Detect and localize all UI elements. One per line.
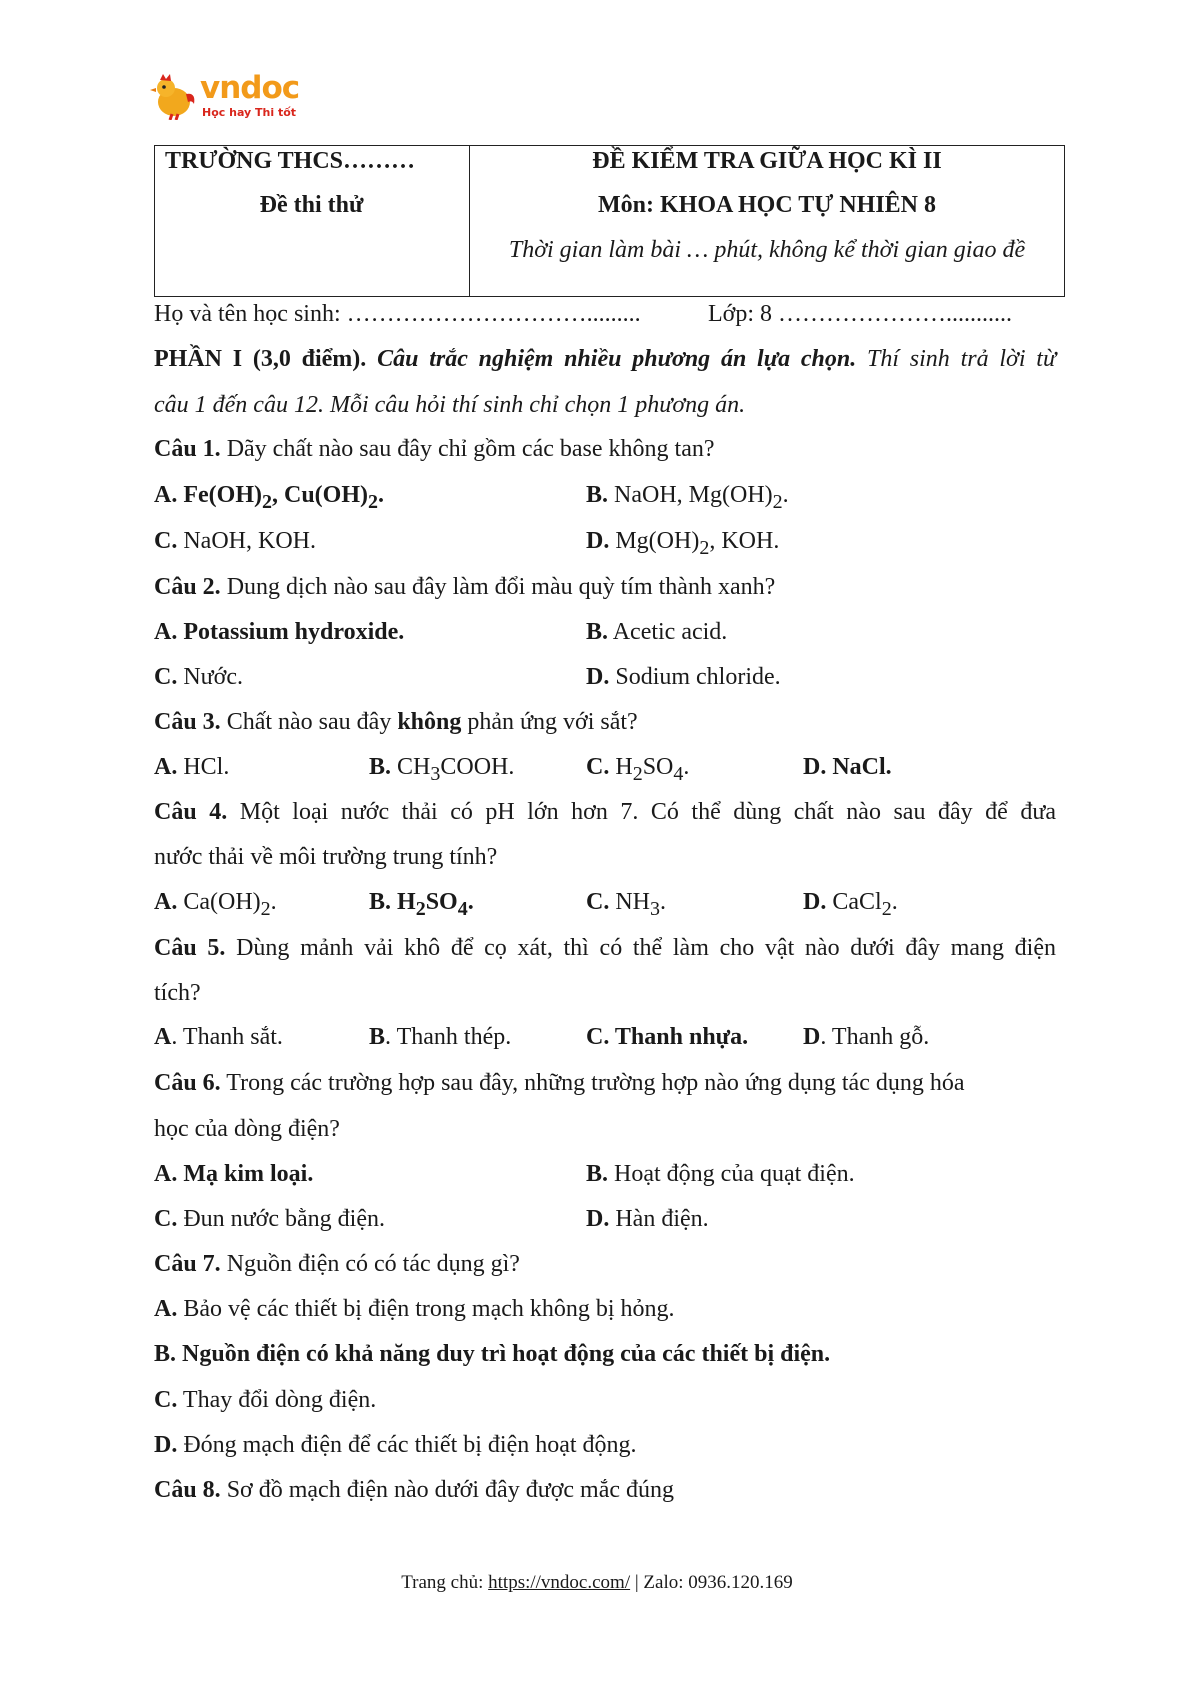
exam-title: ĐỀ KIỂM TRA GIỮA HỌC KÌ II <box>592 148 942 174</box>
exam-header-table <box>154 145 1065 297</box>
q5-option-d[interactable] <box>803 1022 929 1052</box>
q6-b-key: B. <box>586 1161 609 1187</box>
q3-option-a[interactable] <box>154 752 229 782</box>
q3-a-key: A. <box>154 754 178 780</box>
q4-option-c[interactable] <box>586 887 666 924</box>
q4-d-part1: CaCl <box>832 889 882 915</box>
question-6 <box>154 1068 965 1098</box>
q2-option-d[interactable] <box>586 662 781 692</box>
q6-d-key: D. <box>586 1206 610 1232</box>
q2-text: Dung dịch nào sau đây làm đổi màu quỳ tím thành xanh? <box>226 574 776 600</box>
q4-c-sub1: 3 <box>650 897 661 920</box>
q1-option-d[interactable] <box>586 526 779 563</box>
q3-text-c: phản ứng với sắt? <box>467 709 638 735</box>
q6-a-key: A. <box>154 1161 178 1187</box>
q3-c-sub1: 2 <box>632 762 643 785</box>
exam-type: Đề thi thử <box>259 192 364 218</box>
q2-option-c[interactable] <box>154 662 243 692</box>
q3-b-sub1: 3 <box>430 762 441 785</box>
q8-label: Câu 8. <box>154 1477 221 1503</box>
question-8 <box>154 1475 674 1505</box>
q5-b-text: . Thanh thép. <box>385 1024 512 1050</box>
q5-d-text: . Thanh gỗ. <box>820 1024 930 1050</box>
q3-d-text: NaCl. <box>832 754 892 780</box>
q7-b-text: Nguồn điện có khả năng duy trì hoạt động của các thiết bị điện. <box>182 1341 831 1367</box>
q4-a-part2: . <box>270 889 277 915</box>
q2-label: Câu 2. <box>154 574 221 600</box>
q5-label: Câu 5. <box>154 935 226 961</box>
q3-c-part1: H <box>615 754 633 780</box>
q4-option-b[interactable] <box>369 887 474 924</box>
q4-c-part1: NH <box>615 889 651 915</box>
q1-d-sub1: 2 <box>699 536 710 559</box>
q6-c-text: Đun nước bằng điện. <box>183 1206 385 1232</box>
question-5 <box>154 933 1056 963</box>
q3-label: Câu 3. <box>154 709 221 735</box>
q3-c-key: C. <box>586 754 610 780</box>
q1-label: Câu 1. <box>154 436 221 462</box>
header-right-cell <box>470 146 1064 296</box>
q5-b-key: B <box>369 1024 386 1050</box>
part1-instruction-a: Thí sinh trả lời từ <box>867 346 1057 372</box>
q4-a-part1: Ca(OH) <box>183 889 261 915</box>
homepage-link[interactable]: https://vndoc.com/ <box>488 1572 631 1593</box>
rooster-mascot-icon <box>148 74 198 120</box>
part1-heading <box>154 344 1056 374</box>
q1-a-sub2: 2 <box>367 490 378 513</box>
q5-d-key: D <box>803 1024 821 1050</box>
q7-c-text: Thay đổi dòng điện. <box>182 1387 377 1413</box>
q4-d-key: D. <box>803 889 827 915</box>
q5-text-b: tích? <box>154 980 201 1006</box>
q7-option-b[interactable] <box>154 1339 830 1369</box>
q3-text-emphasis: không <box>397 709 462 735</box>
q8-text: Sơ đồ mạch điện nào dưới đây được mắc đúng <box>226 1477 675 1503</box>
q3-d-key: D. <box>803 754 827 780</box>
q3-option-c[interactable] <box>586 752 689 789</box>
q4-c-part2: . <box>660 889 667 915</box>
q1-d-key: D. <box>586 528 610 554</box>
q6-option-a[interactable] <box>154 1159 313 1189</box>
q4-text-b: nước thải về môi trường trung tính? <box>154 844 498 870</box>
q7-a-text: Bảo vệ các thiết bị điện trong mạch không bị hỏng. <box>183 1296 675 1322</box>
q5-option-a[interactable] <box>154 1022 283 1052</box>
q1-b-part1: NaOH, Mg(OH) <box>614 482 773 508</box>
question-4 <box>154 797 1056 827</box>
q1-option-c[interactable] <box>154 526 316 556</box>
q3-text-a: Chất nào sau đây <box>226 709 392 735</box>
q7-d-key: D. <box>154 1432 178 1458</box>
q4-a-sub1: 2 <box>260 897 271 920</box>
q7-a-key: A. <box>154 1296 178 1322</box>
question-3 <box>154 707 638 737</box>
q5-c-text: Thanh nhựa. <box>614 1024 749 1050</box>
q6-option-b[interactable] <box>586 1159 855 1189</box>
logo-tagline: Học hay Thi tốt <box>202 106 297 119</box>
q3-option-d[interactable] <box>803 752 892 782</box>
q1-a-part3: . <box>377 482 384 508</box>
q3-b-part1: CH <box>397 754 431 780</box>
q6-option-d[interactable] <box>586 1204 709 1234</box>
q3-c-part3: . <box>683 754 690 780</box>
q4-d-sub1: 2 <box>881 897 892 920</box>
q3-c-part2: SO <box>642 754 674 780</box>
q2-d-text: Sodium chloride. <box>615 664 781 690</box>
q4-option-a[interactable] <box>154 887 277 924</box>
q6-option-c[interactable] <box>154 1204 385 1234</box>
q2-b-key: B. <box>586 619 609 645</box>
q4-text-a: Một loại nước thải có pH lớn hơn 7. Có thể dùng chất nào sau đây để đưa <box>239 799 1057 825</box>
part1-subtitle: Câu trắc nghiệm nhiều phương án lựa chọn. <box>377 346 857 372</box>
q1-c-key: C. <box>154 528 178 554</box>
student-name-field: Họ và tên học sinh: …………………………......... <box>154 301 641 327</box>
q4-b-key: B. <box>369 889 392 915</box>
q4-d-part2: . <box>891 889 898 915</box>
q1-text: Dãy chất nào sau đây chỉ gồm các base không tan? <box>226 436 715 462</box>
q7-d-text: Đóng mạch điện để các thiết bị điện hoạt động. <box>183 1432 637 1458</box>
q4-option-d[interactable] <box>803 887 898 924</box>
q1-a-key: A. <box>154 482 178 508</box>
q7-option-d[interactable] <box>154 1430 637 1460</box>
q5-option-b[interactable] <box>369 1022 511 1052</box>
exam-time-note: Thời gian làm bài … phút, không kể thời gian giao đề <box>508 237 1026 263</box>
q3-option-b[interactable] <box>369 752 514 789</box>
q1-c-text: NaOH, KOH. <box>183 528 316 554</box>
exam-subject: Môn: KHOA HỌC TỰ NHIÊN 8 <box>597 192 937 218</box>
q4-b-sub1: 2 <box>415 897 426 920</box>
q2-option-b[interactable] <box>586 617 727 647</box>
q4-label: Câu 4. <box>154 799 228 825</box>
q5-c-key: C. <box>586 1024 610 1050</box>
q2-d-key: D. <box>586 664 610 690</box>
q4-b-sub2: 4 <box>457 897 468 920</box>
q1-option-a[interactable] <box>154 480 384 517</box>
q4-b-part2: SO <box>425 889 458 915</box>
question-2 <box>154 572 775 602</box>
q2-b-text: Acetic acid. <box>612 619 728 645</box>
vndoc-logo <box>148 70 308 122</box>
q6-d-text: Hàn điện. <box>615 1206 709 1232</box>
footer-prefix: Trang chủ: <box>401 1572 489 1593</box>
q1-option-b[interactable] <box>586 480 789 517</box>
q4-b-part3: . <box>467 889 474 915</box>
q3-b-part2: COOH. <box>440 754 515 780</box>
q7-c-key: C. <box>154 1387 178 1413</box>
q2-c-text: Nước. <box>183 664 244 690</box>
q2-c-key: C. <box>154 664 178 690</box>
q3-c-sub2: 4 <box>673 762 684 785</box>
q4-b-part1: H <box>397 889 416 915</box>
q1-b-part2: . <box>782 482 789 508</box>
school-name: TRƯỜNG THCS……… <box>165 148 416 174</box>
q2-option-a[interactable] <box>154 617 404 647</box>
q1-d-part2: , KOH. <box>709 528 780 554</box>
q1-a-part2: , Cu(OH) <box>271 482 368 508</box>
question-7 <box>154 1249 520 1279</box>
q2-a-text: Potassium hydroxide. <box>183 619 405 645</box>
question-1 <box>154 434 715 464</box>
q7-option-a[interactable] <box>154 1294 675 1324</box>
part1-instruction-b: câu 1 đến câu 12. Mỗi câu hỏi thí sinh chỉ chọn 1 phương án. <box>154 392 746 418</box>
q6-text-b: học của dòng điện? <box>154 1116 340 1142</box>
q6-a-text: Mạ kim loại. <box>183 1161 314 1187</box>
q7-option-c[interactable] <box>154 1385 376 1415</box>
q1-a-sub1: 2 <box>261 490 272 513</box>
q5-option-c[interactable] <box>586 1022 748 1052</box>
q1-a-part1: Fe(OH) <box>183 482 262 508</box>
q1-b-key: B. <box>586 482 609 508</box>
q3-a-text: HCl. <box>183 754 230 780</box>
q6-b-text: Hoạt động của quạt điện. <box>614 1161 855 1187</box>
student-class-field: Lớp: 8 …………………........... <box>708 301 1013 327</box>
header-left-cell <box>155 146 470 296</box>
footer-zalo: | Zalo: 0936.120.169 <box>630 1572 793 1593</box>
q6-label: Câu 6. <box>154 1070 221 1096</box>
q1-b-sub1: 2 <box>772 490 783 513</box>
q5-text-a: Dùng mảnh vải khô để cọ xát, thì có thể làm cho vật nào dưới đây mang điện <box>236 935 1057 961</box>
q5-a-text: . Thanh sắt. <box>171 1024 283 1050</box>
q6-c-key: C. <box>154 1206 178 1232</box>
q4-c-key: C. <box>586 889 610 915</box>
q1-d-part1: Mg(OH) <box>615 528 700 554</box>
q7-label: Câu 7. <box>154 1251 221 1277</box>
q7-b-key: B. <box>154 1341 177 1367</box>
q4-a-key: A. <box>154 889 178 915</box>
q7-text: Nguồn điện có có tác dụng gì? <box>226 1251 520 1277</box>
q3-b-key: B. <box>369 754 392 780</box>
page-footer <box>0 1572 1194 1594</box>
q2-a-key: A. <box>154 619 178 645</box>
q5-a-key: A <box>154 1024 172 1050</box>
q6-text-a: Trong các trường hợp sau đây, những trường hợp nào ứng dụng tác dụng hóa <box>226 1070 965 1096</box>
part1-title: PHẦN I (3,0 điểm). <box>154 346 367 372</box>
logo-brand: vndoc <box>200 70 300 106</box>
